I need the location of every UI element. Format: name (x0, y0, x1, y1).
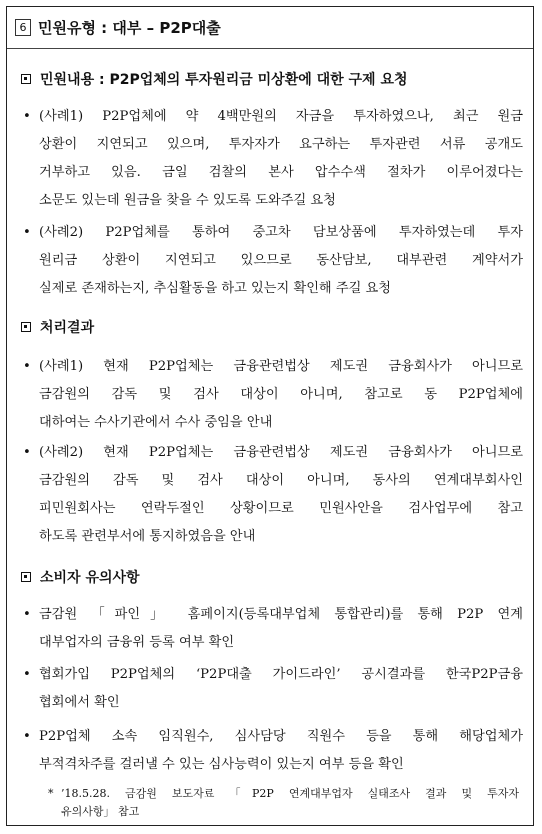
text-line: 금감원의 감독 및 검사 대상이 아니며, 참고로 동 P2P업체에 (39, 387, 523, 402)
note-line: 유의사항」 참고 (61, 805, 140, 818)
note-line: ’18.5.28. 금감원 보도자료 「P2P 연계대부업자 실태조사 결과 및 투자자 (61, 787, 519, 800)
text-line: (사례1) P2P업체에 약 4백만원의 자금을 투자하였으나, 최근 원금 (39, 109, 523, 124)
complaint-type-title: 민원유형 : 대부 – P2P대출 (38, 19, 221, 37)
notice-item (23, 601, 523, 657)
consumer-notice-title: 소비자 유의사항 (40, 570, 140, 586)
square-bullet-icon (21, 572, 31, 582)
text-line: (사례2) P2P업체를 통하여 중고차 담보상품에 투자하였는데 투자 (39, 225, 523, 240)
dot-bullet-icon: • (23, 667, 31, 682)
square-bullet-icon (21, 74, 31, 84)
dot-bullet-icon: • (23, 359, 31, 374)
consumer-notice-heading (21, 567, 140, 587)
complaint-content-heading (21, 69, 408, 89)
reference-note (48, 785, 519, 821)
document-page (6, 6, 534, 826)
text-line: 원리금 상환이 지연되고 있으므로 동산담보, 대부관련 계약서가 (39, 253, 523, 268)
text-line: 부적격차주를 걸러낼 수 있는 심사능력이 있는지 여부 등을 확인 (39, 757, 404, 772)
text-line: P2P업체 소속 임직원수, 심사담당 직원수 등을 통해 해당업체가 (39, 729, 523, 744)
dot-bullet-icon: • (23, 607, 31, 622)
result-item (23, 439, 523, 551)
notice-item (23, 723, 523, 779)
section-number-badge: 6 (15, 19, 31, 36)
text-line: 거부하고 있음. 금일 검찰의 본사 압수수색 절차가 이루어졌다는 (39, 165, 523, 180)
dot-bullet-icon: • (23, 109, 31, 124)
text-line: 실제로 존재하는지, 추심활동을 하고 있는지 확인해 주길 요청 (39, 281, 392, 296)
result-item (23, 353, 523, 437)
text-line: 대하여는 수사기관에서 수사 중임을 안내 (39, 415, 273, 430)
text-line: 협회에서 확인 (39, 695, 120, 710)
text-line: 소문도 있는데 원금을 찾을 수 있도록 도와주길 요청 (39, 193, 336, 208)
dot-bullet-icon: • (23, 225, 31, 240)
text-line: 대부업자의 금융위 등록 여부 확인 (39, 635, 235, 650)
notice-item (23, 661, 523, 717)
text-line: 하도록 관련부서에 통지하였음을 안내 (39, 529, 256, 544)
dot-bullet-icon: • (23, 729, 31, 744)
text-line: (사례1) 현재 P2P업체는 금융관련법상 제도권 금융회사가 아니므로 (39, 359, 523, 374)
case-item (23, 103, 523, 215)
case-item (23, 219, 523, 303)
text-line: 협회가입 P2P업체의 ‘P2P대출 가이드라인’ 공시결과를 한국P2P금융 (39, 667, 523, 682)
complaint-type-header (7, 7, 533, 49)
result-heading (21, 317, 94, 337)
text-line: 피민원회사는 연락두절인 상황이므로 민원사안을 검사업무에 참고 (39, 501, 523, 516)
dot-bullet-icon: • (23, 445, 31, 460)
result-title: 처리결과 (40, 320, 95, 336)
complaint-content-title: 민원내용 : P2P업체의 투자원리금 미상환에 대한 구제 요청 (40, 72, 408, 88)
square-bullet-icon (21, 322, 31, 332)
content-area (7, 49, 533, 825)
text-line: 상환이 지연되고 있으며, 투자자가 요구하는 투자관련 서류 공개도 (39, 137, 523, 152)
text-line: (사례2) 현재 P2P업체는 금융관련법상 제도권 금융회사가 아니므로 (39, 445, 523, 460)
asterisk-icon: * (48, 787, 54, 800)
text-line: 금감원 「파인」 홈페이지(등록대부업체 통합관리)를 통해 P2P 연계 (39, 607, 523, 622)
text-line: 금감원의 감독 및 검사 대상이 아니며, 동사의 연계대부회사인 (39, 473, 523, 488)
